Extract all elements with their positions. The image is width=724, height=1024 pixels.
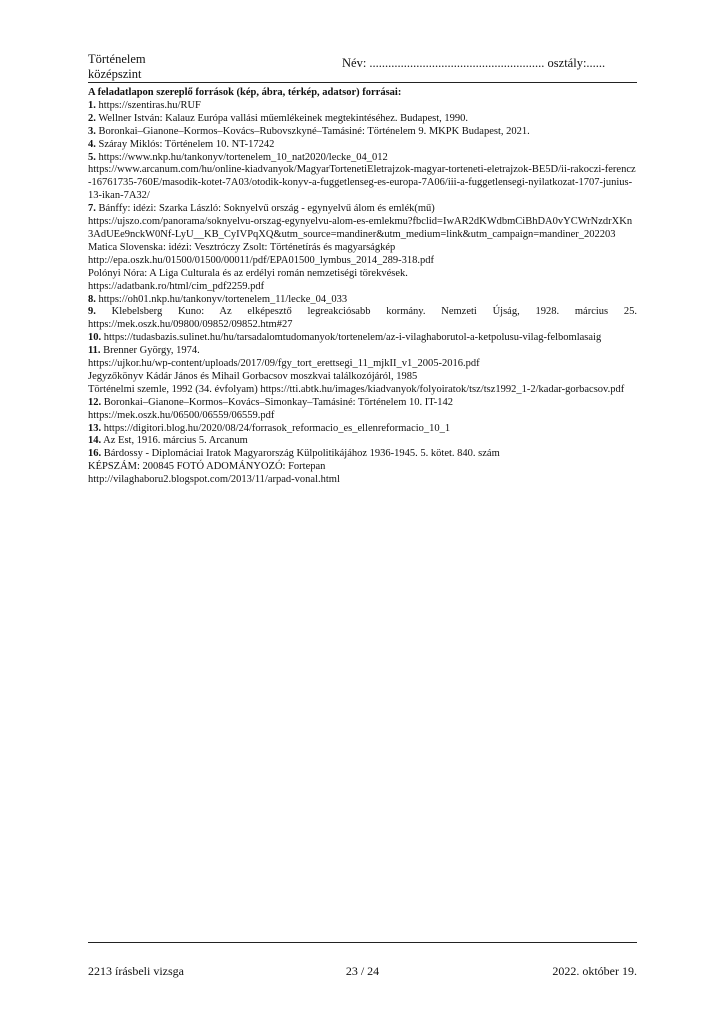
source-text: Klebelsberg Kuno: Az elképesztő legreakciósabb kormány. Nemzeti Újság, 1928. március 25. [111,306,638,318]
source-link[interactable]: https://oh01.nkp.hu/tankonyv/tortenelem_11/lecke_04_033 [98,293,348,305]
source-link[interactable]: https://digitori.blog.hu/2020/08/24/forrasok_reformacio_es_ellenreformacio_10_1 [103,422,451,434]
source-text: Bárdossy - Diplomáciai Iratok Magyarország Külpolitikájához 1936-1945. 5. kötet. 840. szám [103,448,500,460]
source-text: Matica Slovenska: idézi: Vesztróczy Zsolt: Történetírás és magyarságkép [88,241,396,253]
source-4 [88,139,637,152]
source-link[interactable]: https://szentiras.hu/RUF [98,99,201,111]
source-number: 4. [88,138,96,150]
source-link[interactable]: https://adatbank.ro/html/cim_pdf2259.pdf [88,280,265,292]
source-number: 9. [88,306,96,318]
subject-line-2: középszint [88,66,142,81]
source-1 [88,100,637,113]
source-number: 2. [88,112,96,124]
source-number: 1. [88,99,96,111]
source-link[interactable]: https://tudasbazis.sulinet.hu/hu/tarsadalomtudomanyok/tortenelem/az-i-vilaghaborutol-a-ketpolusu-vilag-felbomlasaig [103,332,602,344]
source-number: 5. [88,151,96,163]
source-16 [88,448,637,461]
source-text: Bánffy: idézi: Szarka László: Soknyelvű ország - egynyelvű álom és emlék(mű) [98,203,435,215]
sources-list [88,87,637,487]
source-number: 3. [88,125,96,137]
source-text: Polónyi Nóra: A Liga Culturala és az erdélyi román nemzetiségi törekvések. [88,267,408,279]
source-link[interactable]: https://ujkor.hu/wp-content/uploads/2017/09/fgy_tort_erettsegi_11_mjkII_v1_2005-2016.pdf [88,358,480,370]
source-number: 14. [88,435,102,447]
source-text[interactable]: Történelmi szemle, 1992 (34. évfolyam) https://tti.abtk.hu/images/kiadvanyok/folyoiratok/tsz/tsz1992_1-2/kadar-gorbacsov.pdf [88,383,625,395]
source-13 [88,423,637,436]
source-2 [88,113,637,126]
source-link[interactable]: https://ujszo.com/panorama/soknyelvu-orszag-egynyelvu-alom-es-emlekmu?fbclid=IwAR2dKWdbmCiBhDA0vYCWrNzdrXKn3AdUEe9nckW0Nf-LyU__KB_CyIVPqXQ&utm_source=mandiner&utm_medium=link&utm_campaign=mandiner_202203 [88,216,633,240]
source-link[interactable]: https://mek.oszk.hu/06500/06559/06559.pdf [88,409,275,421]
source-text: Száray Miklós: Történelem 10. NT-17242 [98,138,275,150]
subject-line-1: Történelem [88,52,146,66]
page-footer [88,964,637,980]
source-11 [88,345,637,358]
source-link[interactable]: https://www.arcanum.com/hu/online-kiadvanyok/MagyarTortenetiEletrajzok-magyar-torteneti-eletrajzok-BE5D/ii-rakoczi-ferencz-16761735-760E/masodik-kotet-7A03/otodik-konyv-a-fuggetlenseg-es-europa-7A06/iii-a-fuggetlensegi-nyilatkozat-1707-junius-13-ikan-7A32/ [88,164,636,202]
source-link[interactable]: http://epa.oszk.hu/01500/01500/00011/pdf/EPA01500_lymbus_2014_289-318.pdf [88,254,435,266]
source-14 [88,435,637,448]
source-text: Boronkai–Gianone–Kormos–Kovács–Rubovszkyné–Tamásiné: Történelem 9. MKPK Budapest, 2021. [98,125,530,137]
page-header [88,52,637,82]
exam-date: 2022. október 19. [552,964,637,978]
source-number: 10. [88,332,102,344]
name-class-line: Név: ........................................................ osztály:...... [342,56,606,70]
source-5 [88,152,637,165]
source-text: Az Est, 1916. március 5. Arcanum [103,435,248,447]
page-number: 23 / 24 [345,964,380,978]
exam-code: 2213 írásbeli vizsga [88,964,184,978]
footer-divider [88,942,637,943]
section-title: A feladatlapon szereplő források (kép, ábra, térkép, adatsor) forrásai: [88,87,402,98]
source-link[interactable]: https://mek.oszk.hu/09800/09852/09852.htm#27 [88,319,293,331]
source-text: Jegyzőkönyv Kádár János és Mihail Gorbacsov moszkvai találkozójáról, 1985 [88,370,418,382]
source-7 [88,203,637,216]
source-link[interactable]: http://vilaghaboru2.blogspot.com/2013/11/arpad-vonal.html [88,474,340,486]
source-8 [88,294,637,307]
source-link[interactable]: https://www.nkp.hu/tankonyv/tortenelem_10_nat2020/lecke_04_012 [98,151,388,163]
subject-label [88,52,146,81]
source-12 [88,397,637,410]
source-number: 8. [88,293,96,305]
source-text: Wellner István: Kalauz Európa vallási műemlékeinek megtekintéséhez. Budapest, 1990. [98,112,469,124]
source-text: Brenner György, 1974. [103,345,200,357]
source-10 [88,332,637,345]
source-number: 16. [88,448,102,460]
source-3 [88,126,637,139]
source-text: Boronkai–Gianone–Kormos–Kovács–Simonkay–Tamásiné: Történelem 10. IT-142 [103,396,453,408]
source-text: KÉPSZÁM: 200845 FOTÓ ADOMÁNYOZÓ: Fortepan [88,461,326,473]
source-number: 7. [88,203,96,215]
source-number: 12. [88,396,102,408]
source-number: 11. [88,345,101,357]
header-divider [88,82,637,83]
source-number: 13. [88,422,102,434]
source-9 [88,306,637,319]
